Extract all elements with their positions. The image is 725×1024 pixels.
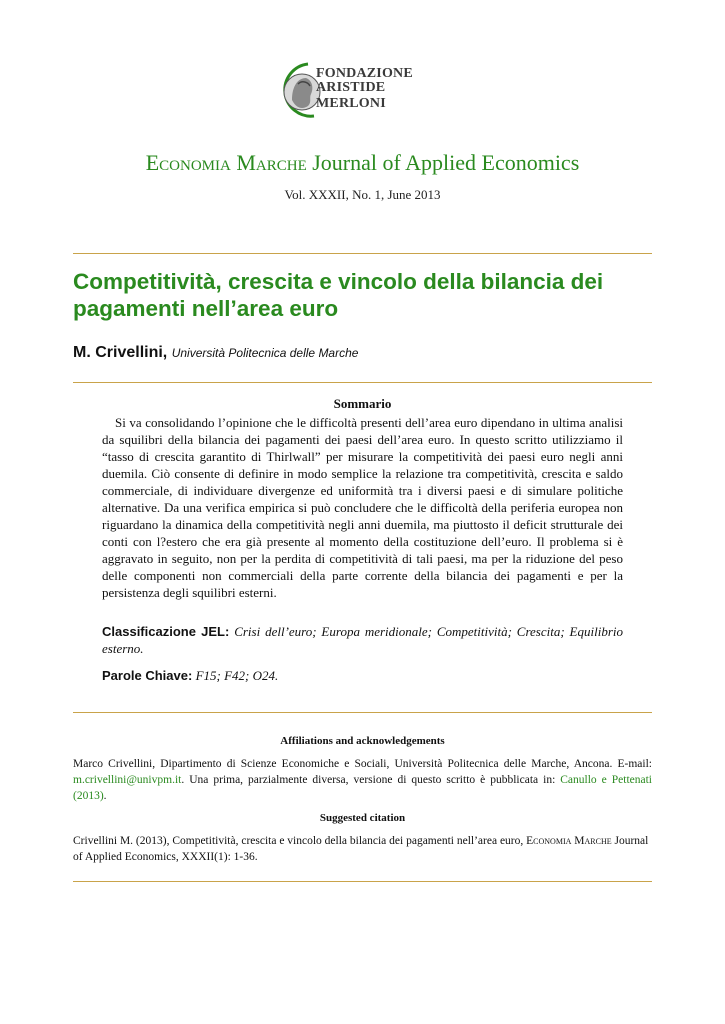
affiliations-body-1: Marco Crivellini, Dipartimento di Scienze Economiche e Sociali, Università Politecnica delle Marche, Ancona. E-mail:: [73, 758, 652, 770]
divider-bottom: [73, 881, 652, 882]
abstract-text: Si va consolidando l’opinione che le difficoltà presenti dell’area euro dipendano in ultima analisi da squilibri della bilancia dei pagamenti dei paesi dell’area euro. In questo scritto utilizziamo il “tasso di crescita garantito di Thirlwall” per misurare la competitività dei paesi euro negli anni duemila. Ciò consente di definire in modo semplice la relazione tra competitività, crescita e saldo commerciale, di individuare divergenze ed uniformità tra i diversi paesi e di simulare politiche alternative. Da una verifica empirica si può concludere che le difficoltà della periferia europea non riguardano la dinamica della competitività negli anni duemila, ma piuttosto il deficit strutturale dei conti con l?estero che era già presente al momento della costituzione dell’euro. Il problema si è aggravato in seguito, non per la perdita di competitività di tali paesi, ma per la riduzione del peso delle componenti non commerciali della parte corrente della bilancia dei pagamenti e per la persistenza degli squilibri esterni.: [102, 415, 623, 600]
jel-text: Crisi dell’euro; Europa meridionale; Competitività; Crescita; Equilibrio esterno.: [102, 624, 623, 656]
divider-abstract: [73, 382, 652, 383]
volume-info: Vol. XXXII, No. 1, June 2013: [284, 187, 441, 202]
keywords: [102, 668, 623, 684]
article-title: Competitività, crescita e vincolo della bilancia dei pagamenti nell’area euro: [73, 269, 604, 321]
logo-line-1: FONDAZIONE: [316, 66, 413, 81]
jel-label: Classificazione JEL:: [102, 624, 230, 639]
affiliations-heading: Affiliations and acknowledgements: [280, 735, 445, 747]
email-link[interactable]: m.crivellini@univpm.it: [73, 774, 182, 786]
divider-affiliations: [73, 712, 652, 713]
author-name: M. Crivellini,: [73, 344, 168, 361]
affiliations-body-3: .: [103, 790, 107, 802]
keywords-label: Parole Chiave:: [102, 668, 193, 683]
author-affiliation: Università Politecnica delle Marche: [171, 346, 359, 360]
citation-journal-smallcaps: Economia Marche: [526, 835, 612, 847]
journal-name-smallcaps: Economia Marche: [145, 150, 307, 175]
citation-body-2: Journal of Applied Economics, XXXII(1): 1-36.: [73, 835, 649, 863]
journal-name-rest: Journal of Applied Economics: [312, 150, 580, 175]
logo-line-2: ARISTIDE MERLONI: [316, 80, 386, 111]
foundation-logo: [278, 58, 454, 128]
keywords-text: F15; F42; O24.: [195, 668, 279, 683]
journal-name: [0, 150, 725, 176]
author-line: [73, 344, 358, 362]
abstract-heading: Sommario: [333, 396, 392, 411]
affiliations-text: [73, 756, 652, 804]
citation-heading: Suggested citation: [319, 812, 406, 824]
affiliations-body-2: . Una prima, parzialmente diversa, versione di questo scritto è pubblicata in:: [181, 774, 556, 786]
citation-body-1: Crivellini M. (2013), Competitività, crescita e vincolo della bilancia dei pagamenti nell’area euro,: [73, 835, 524, 847]
divider-top: [73, 253, 652, 254]
jel-classification: [102, 623, 623, 657]
citation-text: [73, 833, 652, 865]
reference-link[interactable]: Canullo e Pettenati (2013): [73, 774, 653, 802]
